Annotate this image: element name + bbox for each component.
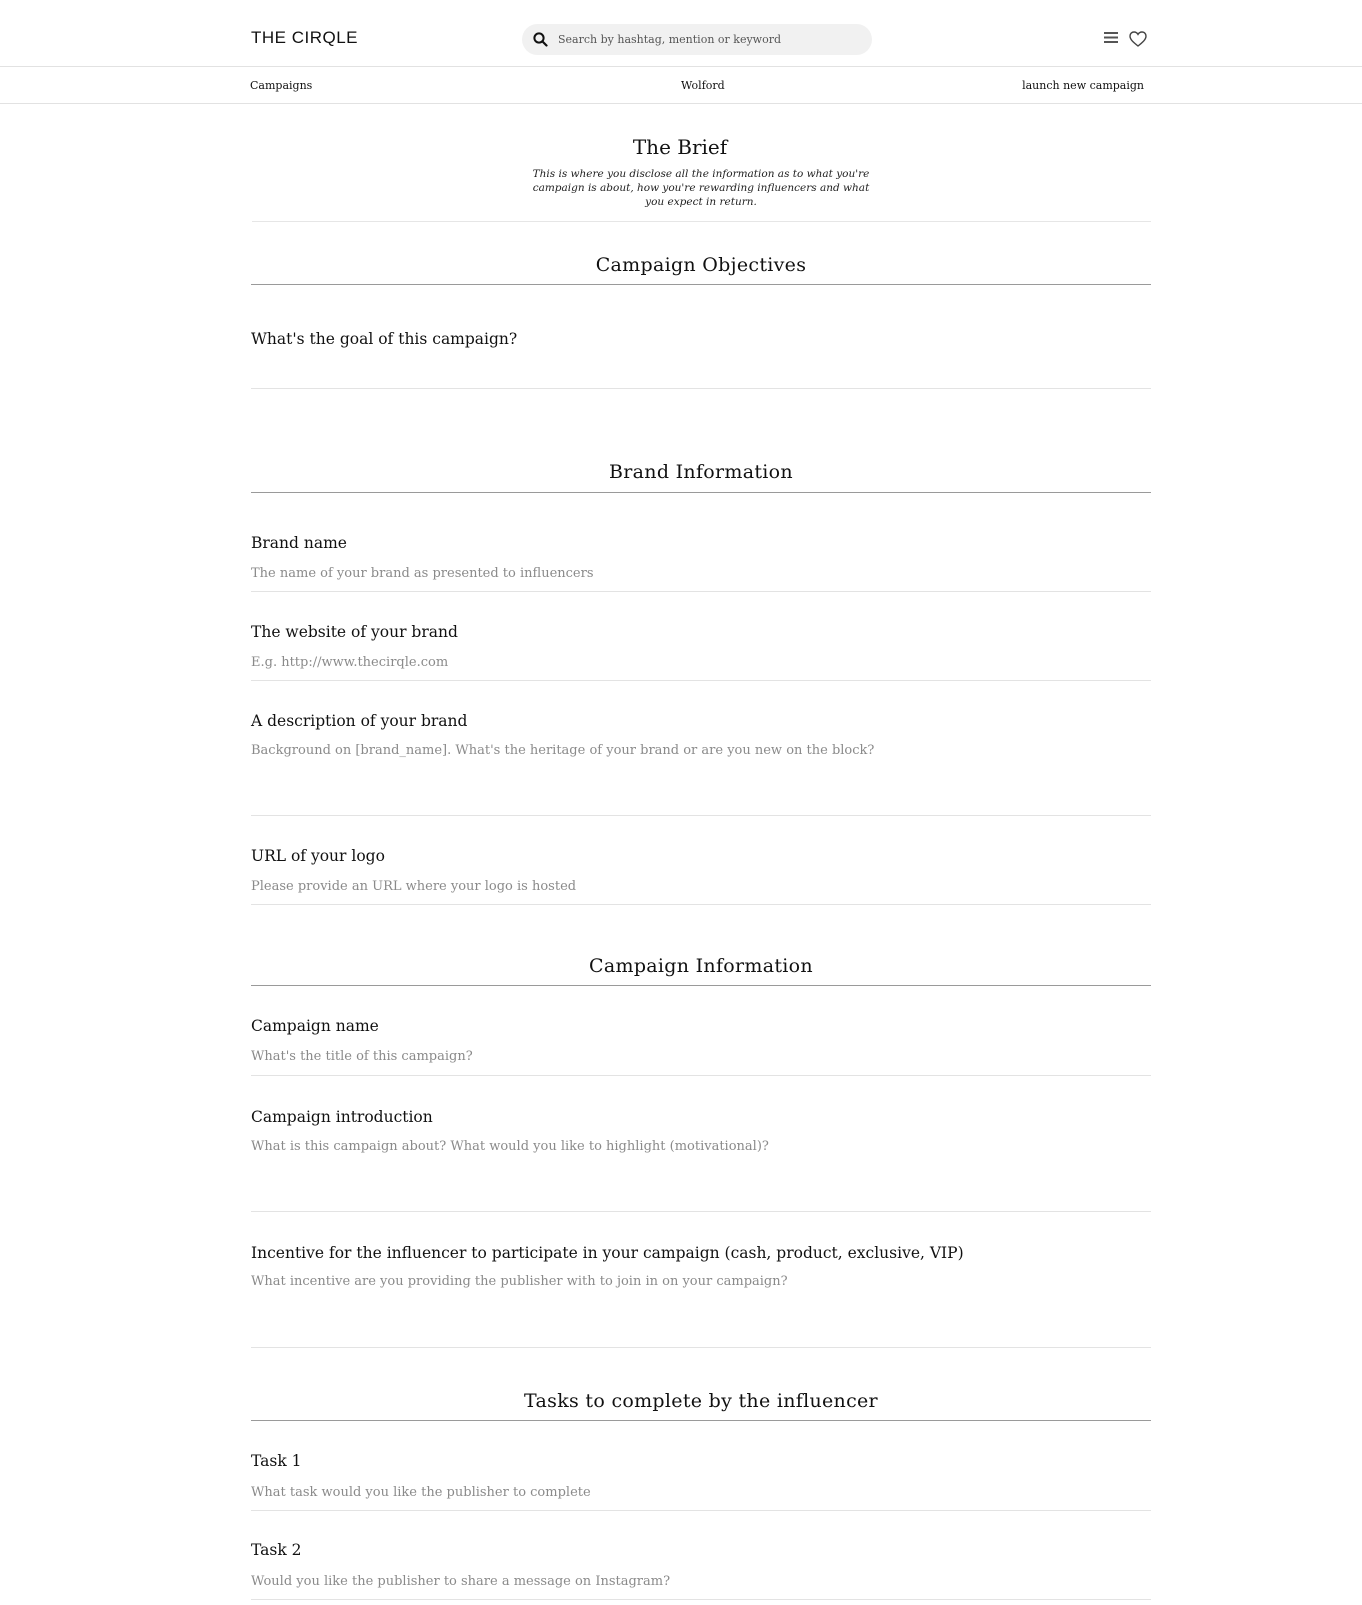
section-title-tasks: Tasks to complete by the influencer: [524, 1390, 878, 1412]
field-divider: [251, 591, 1151, 592]
section-divider: [251, 492, 1151, 493]
launch-new-campaign-link[interactable]: launch new campaign: [1022, 79, 1144, 92]
description-input[interactable]: [251, 742, 1131, 792]
brand-name-input[interactable]: [251, 563, 1131, 583]
heart-icon[interactable]: [1129, 31, 1147, 47]
nav-brand-link[interactable]: Wolford: [681, 79, 725, 92]
incentive-label: Incentive for the influencer to participate in your campaign (cash, product, exclusive, VIP): [251, 1244, 964, 1262]
task-1-label: Task 1: [251, 1452, 302, 1470]
search-bar[interactable]: [522, 24, 872, 55]
goal-label: What's the goal of this campaign?: [251, 330, 518, 348]
incentive-input[interactable]: [251, 1273, 1131, 1323]
sub-nav: [0, 67, 1362, 104]
field-divider: [251, 815, 1151, 816]
field-divider: [251, 1211, 1151, 1212]
website-label: The website of your brand: [251, 623, 458, 641]
brand-name-label: Brand name: [251, 534, 347, 552]
logo-url-input[interactable]: [251, 876, 1131, 896]
task-1-input[interactable]: [251, 1482, 1131, 1502]
page-title: The Brief: [632, 135, 728, 159]
website-input[interactable]: [251, 652, 1131, 672]
field-divider: [251, 1347, 1151, 1348]
campaign-intro-input[interactable]: [251, 1138, 1131, 1188]
description-label: A description of your brand: [251, 712, 468, 730]
section-title-brand: Brand Information: [609, 461, 793, 483]
logo-url-label: URL of your logo: [251, 847, 385, 865]
goal-input[interactable]: [251, 358, 1131, 378]
task-2-input[interactable]: [251, 1571, 1131, 1591]
field-divider: [251, 1510, 1151, 1511]
divider: [252, 221, 1151, 222]
field-divider: [251, 388, 1151, 389]
campaign-name-label: Campaign name: [251, 1017, 379, 1035]
section-title-campaign: Campaign Information: [589, 955, 813, 977]
field-divider: [251, 1599, 1151, 1600]
section-divider: [251, 985, 1151, 986]
task-2-label: Task 2: [251, 1541, 302, 1559]
field-divider: [251, 904, 1151, 905]
field-divider: [251, 1075, 1151, 1076]
search-icon[interactable]: [533, 32, 548, 47]
section-divider: [251, 1420, 1151, 1421]
campaign-name-input[interactable]: [251, 1046, 1131, 1066]
nav-campaigns-link[interactable]: Campaigns: [250, 79, 313, 92]
top-bar: [0, 0, 1362, 67]
campaign-intro-label: Campaign introduction: [251, 1108, 433, 1126]
menu-icon[interactable]: [1104, 31, 1118, 44]
section-title-objectives: Campaign Objectives: [595, 254, 807, 276]
logo[interactable]: THE CIRQLE: [251, 28, 359, 47]
search-input[interactable]: [558, 24, 858, 55]
section-divider: [251, 284, 1151, 285]
page-subtitle: This is where you disclose all the information as to what you're campaign is about, how you're rewarding influencers and what you expect in return.: [532, 168, 870, 208]
field-divider: [251, 680, 1151, 681]
